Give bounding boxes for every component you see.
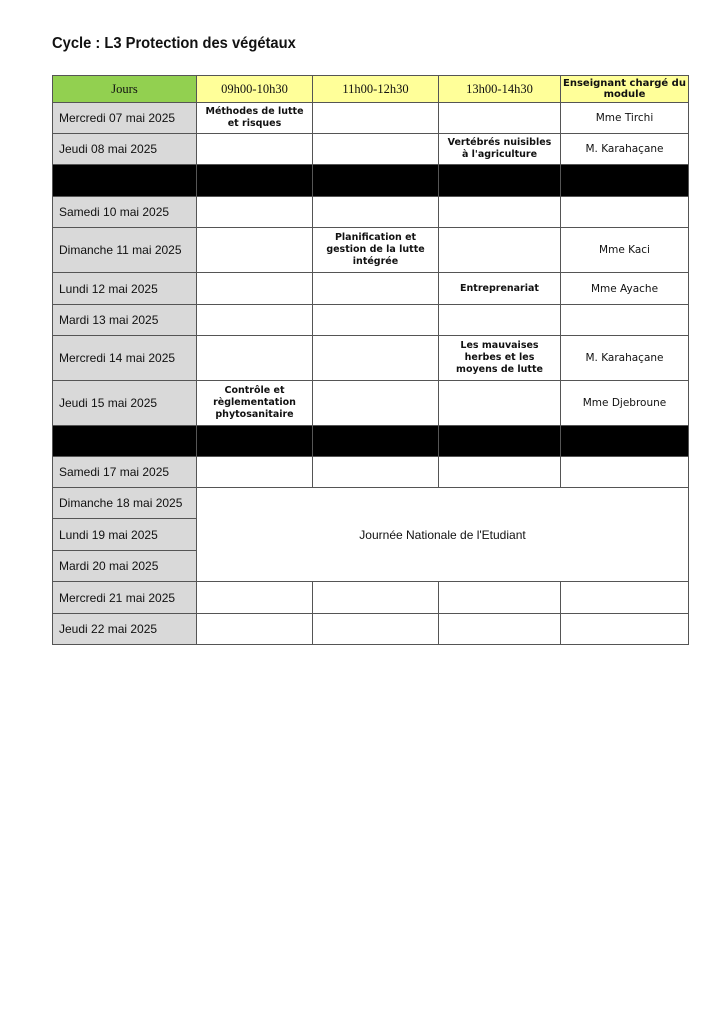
separator-cell — [313, 165, 439, 197]
schedule-table — [52, 75, 689, 645]
day-cell: Dimanche 11 mai 2025 — [53, 228, 197, 273]
course-cell — [313, 336, 439, 381]
course-cell — [197, 134, 313, 165]
course-cell — [313, 614, 439, 645]
day-cell: Mardi 13 mai 2025 — [53, 305, 197, 336]
separator-cell — [53, 426, 197, 457]
table-row — [53, 614, 689, 645]
course-cell — [313, 134, 439, 165]
table-row — [53, 336, 689, 381]
teacher-cell — [561, 457, 689, 488]
header-slot-2: 11h00-12h30 — [313, 76, 439, 103]
day-cell: Mercredi 14 mai 2025 — [53, 336, 197, 381]
separator-cell — [561, 426, 689, 457]
course-cell — [313, 457, 439, 488]
table-row — [53, 582, 689, 614]
course-cell — [197, 582, 313, 614]
page-title: Cycle : L3 Protection des végétaux — [52, 35, 296, 52]
day-cell: Mardi 20 mai 2025 — [53, 551, 197, 582]
separator-cell — [439, 426, 561, 457]
course-cell — [313, 582, 439, 614]
separator-row — [53, 165, 689, 197]
teacher-cell — [561, 582, 689, 614]
day-cell: Jeudi 08 mai 2025 — [53, 134, 197, 165]
day-cell: Lundi 12 mai 2025 — [53, 273, 197, 305]
teacher-cell: M. Karahaçane — [561, 336, 689, 381]
course-cell — [439, 457, 561, 488]
course-cell — [439, 103, 561, 134]
course-cell — [439, 197, 561, 228]
course-cell: Les mauvaises herbes et les moyens de lutte — [439, 336, 561, 381]
course-cell — [313, 103, 439, 134]
course-cell — [197, 305, 313, 336]
table-row — [53, 488, 689, 519]
course-cell — [197, 273, 313, 305]
course-cell — [439, 228, 561, 273]
table-row — [53, 305, 689, 336]
course-cell — [313, 273, 439, 305]
header-row — [53, 76, 689, 103]
separator-cell — [439, 165, 561, 197]
course-cell: Planification et gestion de la lutte intégrée — [313, 228, 439, 273]
table-row — [53, 273, 689, 305]
day-cell: Samedi 17 mai 2025 — [53, 457, 197, 488]
day-cell: Samedi 10 mai 2025 — [53, 197, 197, 228]
course-cell: Méthodes de lutte et risques — [197, 103, 313, 134]
course-cell: Entreprenariat — [439, 273, 561, 305]
course-cell — [197, 197, 313, 228]
course-cell — [313, 197, 439, 228]
teacher-cell: Mme Ayache — [561, 273, 689, 305]
separator-cell — [53, 165, 197, 197]
teacher-cell: Mme Tirchi — [561, 103, 689, 134]
course-cell: Contrôle et règlementation phytosanitaire — [197, 381, 313, 426]
teacher-cell: M. Karahaçane — [561, 134, 689, 165]
teacher-cell — [561, 305, 689, 336]
table-row — [53, 381, 689, 426]
header-slot-3: 13h00-14h30 — [439, 76, 561, 103]
day-cell: Jeudi 22 mai 2025 — [53, 614, 197, 645]
teacher-cell — [561, 614, 689, 645]
header-slot-1: 09h00-10h30 — [197, 76, 313, 103]
merged-event-cell: Journée Nationale de l'Etudiant — [197, 488, 689, 582]
header-jours: Jours — [53, 76, 197, 103]
teacher-cell — [561, 197, 689, 228]
course-cell — [197, 336, 313, 381]
separator-cell — [197, 165, 313, 197]
day-cell: Mercredi 07 mai 2025 — [53, 103, 197, 134]
course-cell — [313, 305, 439, 336]
header-teacher: Enseignant chargé du module — [561, 76, 689, 103]
day-cell: Mercredi 21 mai 2025 — [53, 582, 197, 614]
separator-row — [53, 426, 689, 457]
teacher-cell: Mme Kaci — [561, 228, 689, 273]
course-cell: Vertébrés nuisibles à l'agriculture — [439, 134, 561, 165]
day-cell: Dimanche 18 mai 2025 — [53, 488, 197, 519]
separator-cell — [561, 165, 689, 197]
table-row — [53, 457, 689, 488]
course-cell — [197, 457, 313, 488]
separator-cell — [197, 426, 313, 457]
course-cell — [439, 614, 561, 645]
table-row — [53, 134, 689, 165]
course-cell — [439, 305, 561, 336]
table-row — [53, 228, 689, 273]
course-cell — [313, 381, 439, 426]
day-cell: Jeudi 15 mai 2025 — [53, 381, 197, 426]
table-row — [53, 103, 689, 134]
separator-cell — [313, 426, 439, 457]
course-cell — [439, 381, 561, 426]
day-cell: Lundi 19 mai 2025 — [53, 519, 197, 551]
table-row — [53, 197, 689, 228]
course-cell — [197, 228, 313, 273]
teacher-cell: Mme Djebroune — [561, 381, 689, 426]
course-cell — [197, 614, 313, 645]
course-cell — [439, 582, 561, 614]
